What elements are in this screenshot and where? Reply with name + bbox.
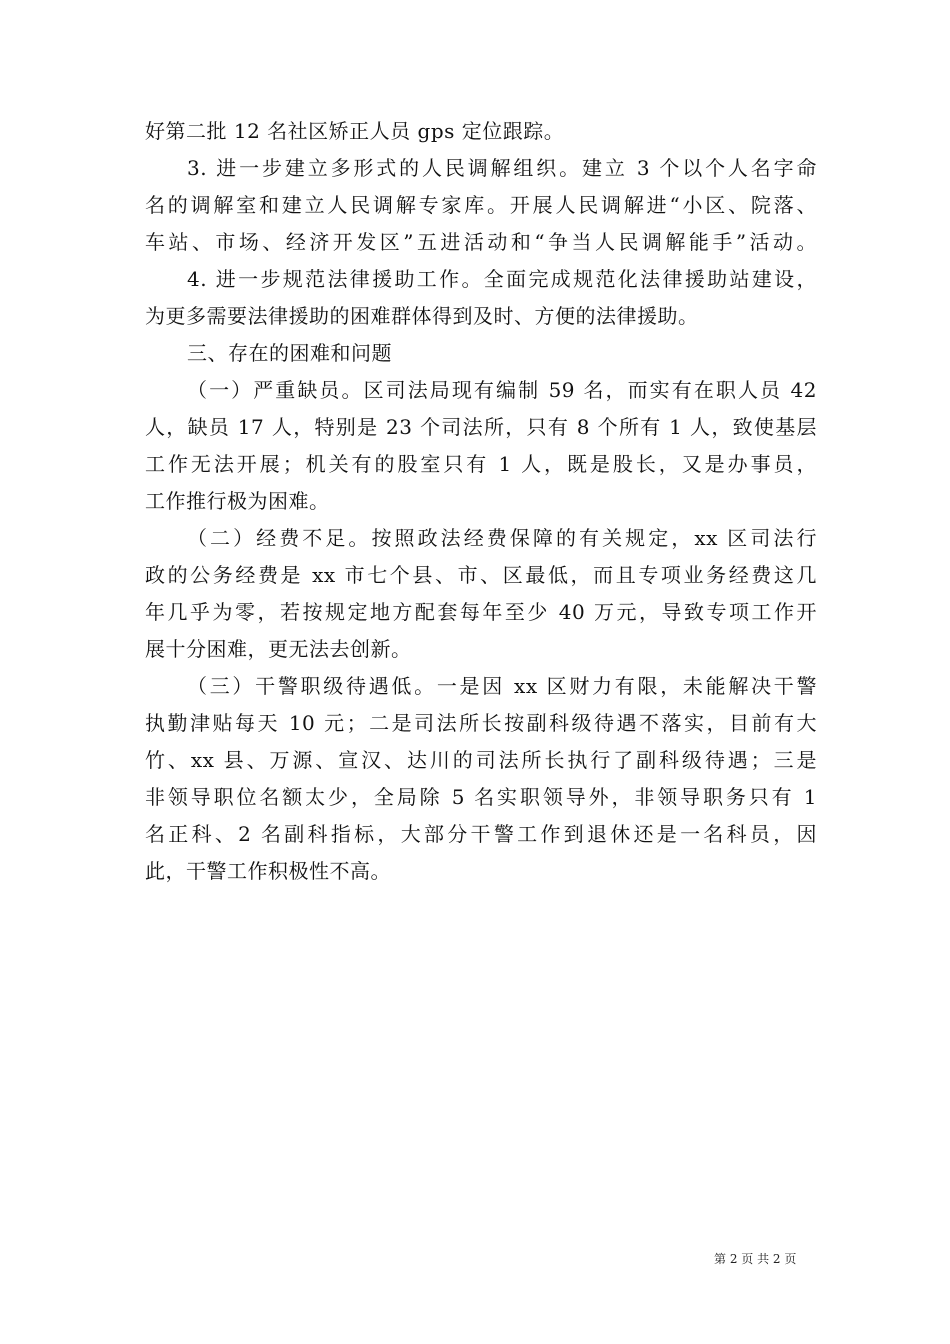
text-line: 车站、市场、经济开发区”五进活动和“争当人民调解能手”活动。 <box>145 230 817 254</box>
text-line: 竹、xx 县、万源、宣汉、达川的司法所长执行了副科级待遇；三是 <box>145 748 817 772</box>
text-line: 政的公务经费是 xx 市七个县、市、区最低，而且专项业务经费这几 <box>145 563 817 587</box>
text-line: 执勤津贴每天 10 元；二是司法所长按副科级待遇不落实，目前有大 <box>145 711 817 735</box>
page-number: 第 2 页 共 2 页 <box>714 1252 797 1266</box>
text-line: 人，缺员 17 人，特别是 23 个司法所，只有 8 个所有 1 人，致使基层 <box>145 415 817 439</box>
text-line: 工作推行极为困难。 <box>145 489 330 513</box>
text-line: 3. 进一步建立多形式的人民调解组织。建立 3 个以个人名字命 <box>187 156 817 180</box>
text-line: 展十分困难，更无法去创新。 <box>145 637 412 661</box>
text-line: 4. 进一步规范法律援助工作。全面完成规范化法律援助站建设， <box>187 267 817 291</box>
section-heading: 三、存在的困难和问题 <box>187 341 392 365</box>
text-line: 好第二批 12 名社区矫正人员 gps 定位跟踪。 <box>145 119 565 143</box>
document-body <box>145 113 817 890</box>
text-line: 工作无法开展；机关有的股室只有 1 人，既是股长，又是办事员， <box>145 452 817 476</box>
text-line: 名正科、2 名副科指标，大部分干警工作到退休还是一名科员，因 <box>145 822 817 846</box>
text-line: 名的调解室和建立人民调解专家库。开展人民调解进“小区、院落、 <box>145 193 817 217</box>
text-line: （一）严重缺员。区司法局现有编制 59 名，而实有在职人员 42 <box>187 378 817 402</box>
text-line: 为更多需要法律援助的困难群体得到及时、方便的法律援助。 <box>145 304 699 328</box>
text-line: 此，干警工作积极性不高。 <box>145 859 391 883</box>
text-line: （二）经费不足。按照政法经费保障的有关规定，xx 区司法行 <box>187 526 817 550</box>
text-line: 年几乎为零，若按规定地方配套每年至少 40 万元，导致专项工作开 <box>145 600 817 624</box>
text-line: （三）干警职级待遇低。一是因 xx 区财力有限，未能解决干警 <box>187 674 817 698</box>
text-line: 非领导职位名额太少，全局除 5 名实职领导外，非领导职务只有 1 <box>145 785 817 809</box>
